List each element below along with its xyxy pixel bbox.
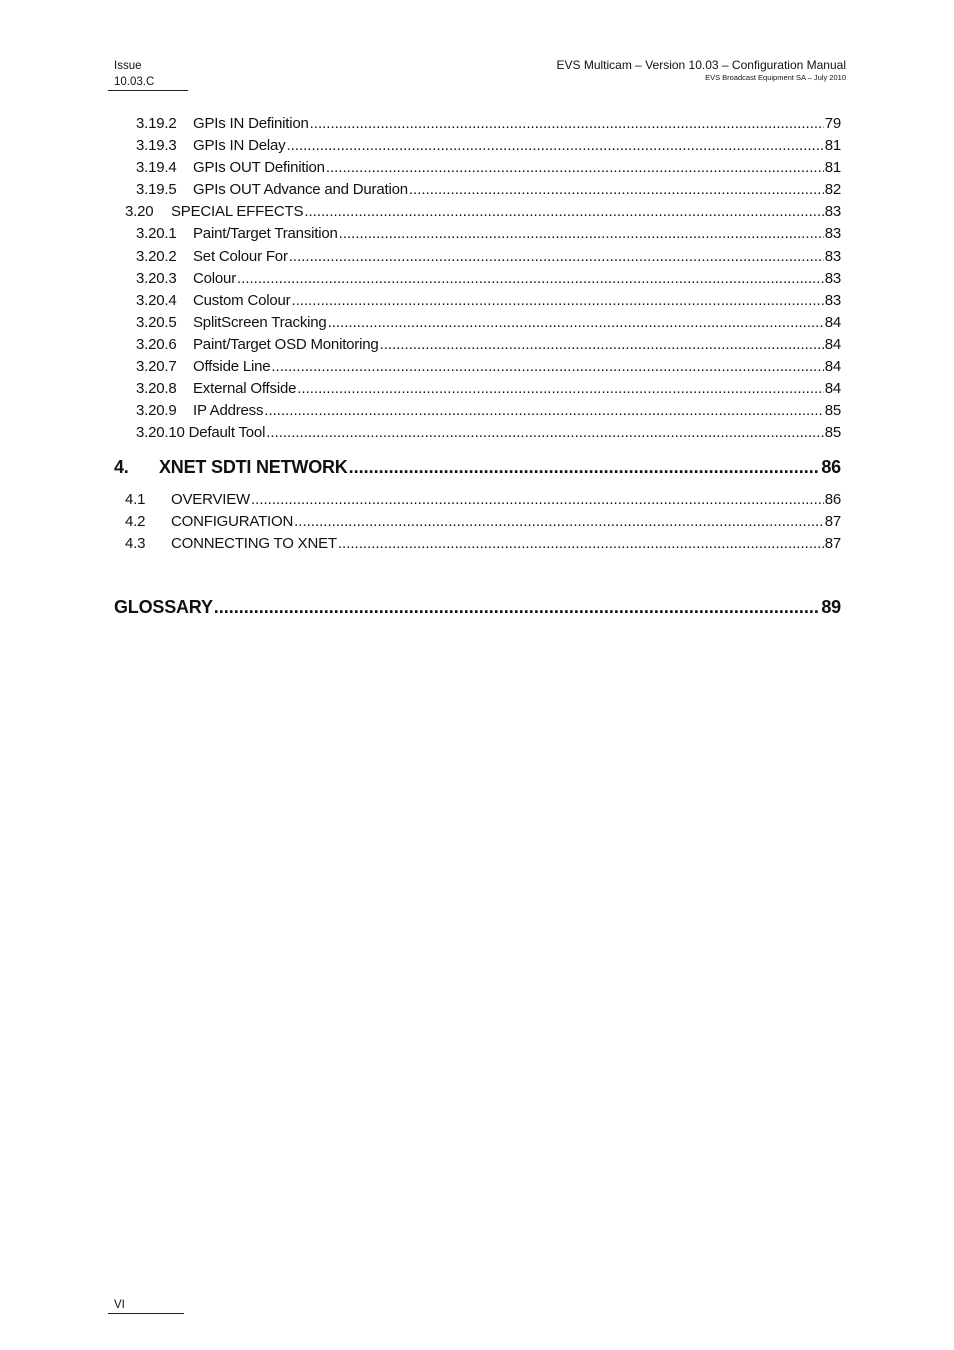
toc-entry-3-20-5[interactable]: [136, 313, 841, 333]
toc-title: External Offside: [193, 380, 297, 397]
publisher-line: EVS Broadcast Equipment SA – July 2010: [705, 73, 846, 82]
toc-entry-3-20-1[interactable]: [136, 224, 841, 244]
toc-title: Colour: [193, 270, 236, 287]
toc-entry-3-19-4[interactable]: [136, 158, 841, 178]
dot-leader: [339, 224, 824, 244]
toc-entry-3-20-8[interactable]: [136, 379, 841, 399]
footer-page-number: [114, 1297, 184, 1314]
dot-leader: [214, 595, 819, 619]
toc-title: Default Tool: [188, 424, 266, 441]
toc-number: 3.20.8: [136, 380, 177, 397]
toc-page: 86: [821, 457, 841, 477]
toc-title: Paint/Target Transition: [193, 225, 338, 242]
toc-number: 3.20.9: [136, 402, 177, 419]
dot-leader: [294, 512, 824, 532]
toc-entry-3-20-7[interactable]: [136, 357, 841, 377]
dot-leader: [328, 313, 824, 333]
toc-page: 84: [824, 314, 841, 331]
toc-title: Offside Line: [193, 358, 271, 375]
toc-title: GPIs IN Delay: [193, 137, 286, 154]
dot-leader: [286, 136, 823, 156]
dot-leader: [264, 401, 823, 421]
toc-page: 79: [824, 115, 841, 132]
issue-label: Issue: [114, 60, 142, 72]
footer-rule: [108, 1297, 184, 1314]
dot-leader: [326, 158, 824, 178]
toc-entry-3-20-10[interactable]: [136, 423, 841, 443]
toc-entry-glossary[interactable]: [114, 595, 841, 619]
toc-number: 3.20.10: [136, 424, 185, 441]
dot-leader: [266, 423, 824, 443]
dot-leader: [271, 357, 823, 377]
issue-number-block: [108, 74, 188, 91]
toc-page: 81: [824, 137, 841, 154]
toc-entry-4-3[interactable]: [125, 534, 841, 554]
toc-page: 83: [824, 225, 841, 242]
toc-title: GPIs OUT Advance and Duration: [193, 181, 408, 198]
toc-title: CONNECTING TO XNET: [171, 535, 337, 552]
toc-page: 83: [824, 270, 841, 287]
toc-page: 89: [821, 597, 841, 617]
toc-page: 86: [824, 491, 841, 508]
toc-number: 4.1: [125, 491, 146, 508]
toc-title: GLOSSARY: [114, 597, 213, 617]
dot-leader: [297, 379, 823, 399]
dot-leader: [289, 247, 824, 267]
toc-page: 85: [824, 402, 841, 419]
toc-number: 3.20.3: [136, 270, 177, 287]
toc-number: 3.19.3: [136, 137, 177, 154]
toc-entry-3-19-2[interactable]: [136, 114, 841, 134]
toc-entry-3-19-5[interactable]: [136, 180, 841, 200]
toc-page: 82: [824, 181, 841, 198]
toc-entry-3-20[interactable]: [125, 202, 841, 222]
toc-title: SplitScreen Tracking: [193, 314, 327, 331]
dot-leader: [304, 202, 823, 222]
manual-title: EVS Multicam – Version 10.03 – Configuration Manual: [556, 58, 846, 72]
dot-leader: [310, 114, 824, 134]
dot-leader: [349, 455, 819, 479]
toc-page: 83: [824, 248, 841, 265]
toc-number: 3.19.2: [136, 115, 177, 132]
dot-leader: [338, 534, 824, 554]
toc-page: 84: [824, 336, 841, 353]
toc-number: 3.20.7: [136, 358, 177, 375]
toc-number: 3.20.1: [136, 225, 177, 242]
toc-number: 4.2: [125, 513, 146, 530]
toc-number: 3.20: [125, 203, 154, 220]
toc-page: 84: [824, 358, 841, 375]
page-number: VI: [114, 1299, 125, 1311]
dot-leader: [380, 335, 824, 355]
toc-title: Paint/Target OSD Monitoring: [193, 336, 379, 353]
toc-entry-4[interactable]: [114, 455, 841, 479]
toc-page: 87: [824, 535, 841, 552]
dot-leader: [291, 291, 823, 311]
toc-entry-3-20-6[interactable]: [136, 335, 841, 355]
toc-title: IP Address: [193, 402, 264, 419]
toc-title: GPIs IN Definition: [193, 115, 309, 132]
header-title-block: [557, 58, 847, 84]
toc-number: 4.3: [125, 535, 146, 552]
toc-page: 84: [824, 380, 841, 397]
toc-page: 81: [824, 159, 841, 176]
toc-title: GPIs OUT Definition: [193, 159, 325, 176]
toc-number: 3.19.4: [136, 159, 177, 176]
toc-entry-4-2[interactable]: [125, 512, 841, 532]
toc-entry-3-20-2[interactable]: [136, 247, 841, 267]
toc-page: 83: [824, 203, 841, 220]
dot-leader: [409, 180, 824, 200]
toc-title: CONFIGURATION: [171, 513, 294, 530]
dot-leader: [251, 490, 824, 510]
toc-entry-3-20-9[interactable]: [136, 401, 841, 421]
toc-title: SPECIAL EFFECTS: [171, 203, 304, 220]
toc-entry-3-19-3[interactable]: [136, 136, 841, 156]
toc-page: 87: [824, 513, 841, 530]
dot-leader: [237, 269, 824, 289]
issue-number: 10.03.C: [114, 76, 155, 88]
toc-entry-4-1[interactable]: [125, 490, 841, 510]
toc-title: OVERVIEW: [171, 491, 250, 508]
toc-number: 3.20.5: [136, 314, 177, 331]
toc-number: 4.: [114, 457, 129, 477]
toc-number: 3.20.4: [136, 292, 177, 309]
header-issue: [114, 58, 188, 91]
toc-title: Custom Colour: [193, 292, 291, 309]
toc-title: Set Colour For: [193, 248, 288, 265]
toc-page: 85: [824, 424, 841, 441]
toc-title: XNET SDTI NETWORK: [159, 457, 348, 477]
toc-entry-3-20-4[interactable]: [136, 291, 841, 311]
toc-number: 3.20.6: [136, 336, 177, 353]
toc-number: 3.19.5: [136, 181, 177, 198]
toc-number: 3.20.2: [136, 248, 177, 265]
toc-entry-3-20-3[interactable]: [136, 269, 841, 289]
toc-page: 83: [824, 292, 841, 309]
